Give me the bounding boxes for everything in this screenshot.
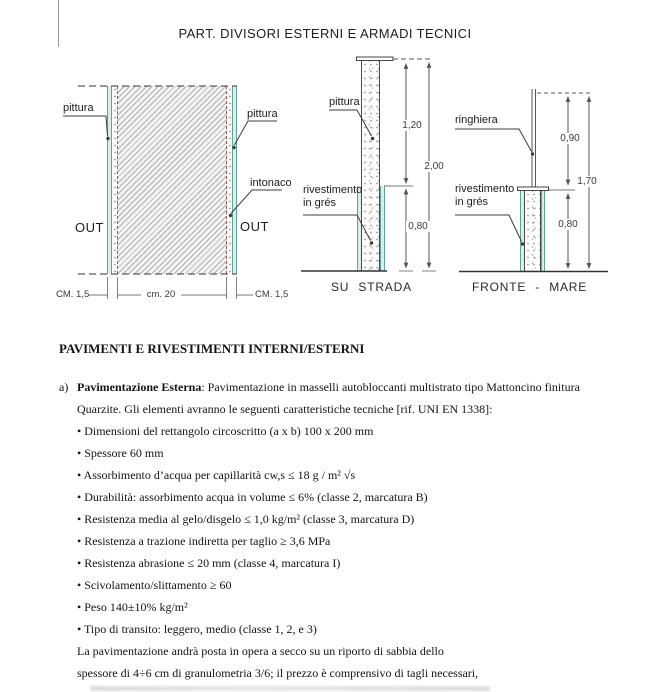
dim-200: 2,00 (421, 161, 447, 172)
bullet-glyph: • (77, 600, 82, 614)
list-item (77, 486, 615, 508)
cutoff-next-page-line (90, 686, 490, 691)
label-rivestimento-street (303, 184, 362, 210)
bullet-glyph: • (77, 446, 82, 460)
dim-080-seafront: 0,80 (556, 219, 580, 230)
label-ringhiera: ringhiera (455, 114, 498, 126)
technical-drawing (0, 0, 650, 330)
caption-su-strada: SU STRADA (331, 280, 412, 294)
bullet-glyph: • (77, 490, 82, 504)
label-intonaco: intonaco (250, 177, 292, 189)
list-item (77, 464, 615, 486)
spec-text-section (59, 339, 615, 684)
dim-080-street: 0,80 (406, 221, 430, 232)
list-item (77, 530, 615, 552)
item-intro-rest: : Pavimentazione in masselli autobloccanti multistrato tipo Mattoncino finitura (201, 380, 580, 394)
label-rivestimento-street-line2: in grés (303, 197, 337, 209)
item-marker: a) (59, 380, 69, 394)
bullet-text: Resistenza a trazione indiretta per taglio ≥ 3,6 MPa (84, 534, 331, 548)
drawing-labels (0, 0, 650, 330)
item-title: Pavimentazione Esterna (77, 380, 202, 394)
label-rivestimento-street-line1: rivestimento (303, 184, 363, 196)
bullet-text: Scivolamento/slittamento ≥ 60 (84, 578, 232, 592)
bullet-glyph: • (77, 578, 82, 592)
label-pittura-right: pittura (247, 108, 278, 120)
label-out-left: OUT (75, 220, 104, 235)
list-item (77, 442, 615, 464)
label-rivestimento-seafront-line1: rivestimento (455, 183, 515, 195)
list-item (77, 508, 615, 530)
drawing-title: PART. DIVISORI ESTERNI E ARMADI TECNICI (178, 26, 472, 41)
bullet-glyph: • (77, 424, 82, 438)
item-intro-line1 (77, 376, 615, 398)
list-item (77, 574, 615, 596)
bullet-text: Tipo di transito: leggero, medio (classe 1, 2, e 3) (84, 622, 317, 636)
bullet-glyph: • (77, 468, 82, 482)
bullet-text: Peso 140±10% kg/m² (84, 600, 188, 614)
label-pittura-left: pittura (63, 102, 94, 114)
bullet-text: Assorbimento d’acqua per capillarità cw,s ≤ 18 g / m² √s (83, 468, 356, 482)
item-intro-line2: Quarzite. Gli elementi avranno le seguenti caratteristiche tecniche [rif. UNI EN 1338]: (77, 402, 493, 416)
bullet-text: Spessore 60 mm (84, 446, 164, 460)
caption-fronte-mare: FRONTE - MARE (472, 280, 588, 294)
dim-090: 0,90 (558, 133, 582, 144)
closing-line1: La pavimentazione andrà posta in opera a secco su un riporto di sabbia dello (77, 644, 444, 658)
list-item (77, 552, 615, 574)
bullet-text: Durabilità: assorbimento acqua in volume ≤ 6% (classe 2, marcatura B) (84, 490, 428, 504)
dim-170: 1,70 (574, 176, 600, 187)
bullet-glyph: • (77, 622, 82, 636)
bullet-text: Dimensioni del rettangolo circoscritto (a x b) 100 x 200 mm (84, 424, 374, 438)
dim-cm15-left: CM. 1,5 (56, 289, 90, 300)
dim-120: 1,20 (400, 120, 424, 131)
list-item (77, 596, 615, 618)
item-a (59, 376, 615, 420)
closing-line2: spessore di 4÷6 cm di granulometria 3/6; il prezzo è comprensivo di tagli necessari, (77, 666, 479, 680)
list-item (77, 618, 615, 640)
label-rivestimento-seafront (455, 183, 514, 209)
bullet-glyph: • (77, 534, 82, 548)
label-out-right: OUT (240, 219, 269, 234)
bullet-glyph: • (77, 556, 82, 570)
bullet-text: Resistenza media al gelo/disgelo ≤ 1,0 kg/m² (classe 3, marcatura D) (84, 512, 415, 526)
label-pittura-street: pittura (329, 96, 360, 108)
section-heading: PAVIMENTI E RIVESTIMENTI INTERNI/ESTERNI (59, 341, 365, 356)
closing-paragraph (59, 640, 615, 684)
bullet-glyph: • (77, 512, 82, 526)
dim-cm15-right: CM. 1,5 (255, 289, 289, 300)
bullet-list (59, 420, 615, 640)
dim-cm20: cm. 20 (141, 289, 181, 300)
label-rivestimento-seafront-line2: in grés (455, 196, 489, 208)
bullet-text: Resistenza abrasione ≤ 20 mm (classe 4, marcatura I) (84, 556, 341, 570)
list-item (77, 420, 615, 442)
